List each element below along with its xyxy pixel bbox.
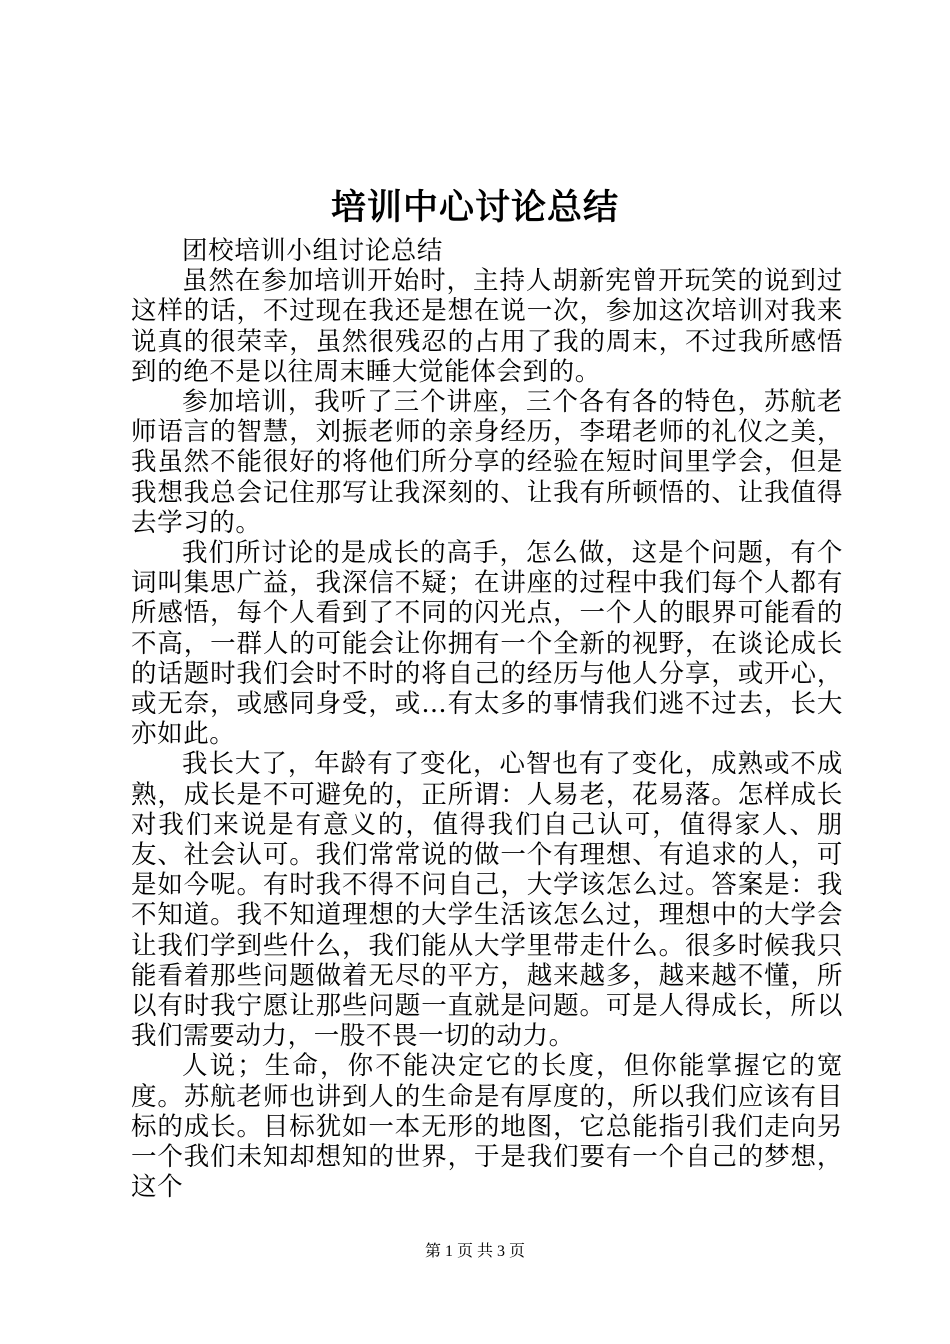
paragraph-subtitle: 团校培训小组讨论总结 (182, 236, 444, 266)
paragraph: 人说；生命，你不能决定它的长度，但你能掌握它的宽度。苏航老师也讲到人的生命是有厚度的，所以我们应该有目标的成长。目标犹如一本无形的地图，它总能指引我们走向另一个我们未知却想知的世界，于是我们要有一个自己的梦想，这个 (131, 1051, 843, 1203)
paragraph: 我们所讨论的是成长的高手，怎么做，这是个问题，有个词叫集思广益，我深信不疑；在讲座的过程中我们每个人都有所感悟，每个人看到了不同的闪光点，一个人的眼界可能看的不高，一群人的可能会让你拥有一个全新的视野，在谈论成长的话题时我们会时不时的将自己的经历与他人分享，或开心，或无奈，或感同身受，或…有太多的事情我们逃不过去，长大亦如此。 (131, 538, 843, 750)
page-number-footer: 第 1 页 共 3 页 (424, 1243, 525, 1260)
paragraph: 我长大了，年龄有了变化，心智也有了变化，成熟或不成熟，成长是不可避免的，正所谓：人易老，花易落。怎样成长对我们来说是有意义的，值得我们自己认可，值得家人、朋友、社会认可。我们常常说的做一个有理想、有追求的人，可是如今呢。有时我不得不问自己，大学该怎么过。答案是：我不知道。我不知道理想的大学生活该怎么过，理想中的大学会让我们学到些什么，我们能从大学里带走什么。很多时候我只能看着那些问题做着无尽的平方，越来越多，越来越不懂，所以有时我宁愿让那些问题一直就是问题。可是人得成长，所以我们需要动力，一股不畏一切的动力。 (131, 749, 843, 1052)
paragraph: 虽然在参加培训开始时，主持人胡新宪曾开玩笑的说到过这样的话，不过现在我还是想在说一次，参加这次培训对我来说真的很荣幸，虽然很残忍的占用了我的周末，不过我所感悟到的绝不是以往周末睡大觉能体会到的。 (131, 266, 843, 387)
document-title: 培训中心讨论总结 (330, 187, 619, 228)
paragraph: 参加培训，我听了三个讲座，三个各有各的特色，苏航老师语言的智慧，刘振老师的亲身经历，李珺老师的礼仪之美，我虽然不能很好的将他们所分享的经验在短时间里学会，但是我想我总会记住那写让我深刻的、让我有所顿悟的、让我值得去学习的。 (131, 387, 843, 538)
document-body (131, 236, 843, 1203)
